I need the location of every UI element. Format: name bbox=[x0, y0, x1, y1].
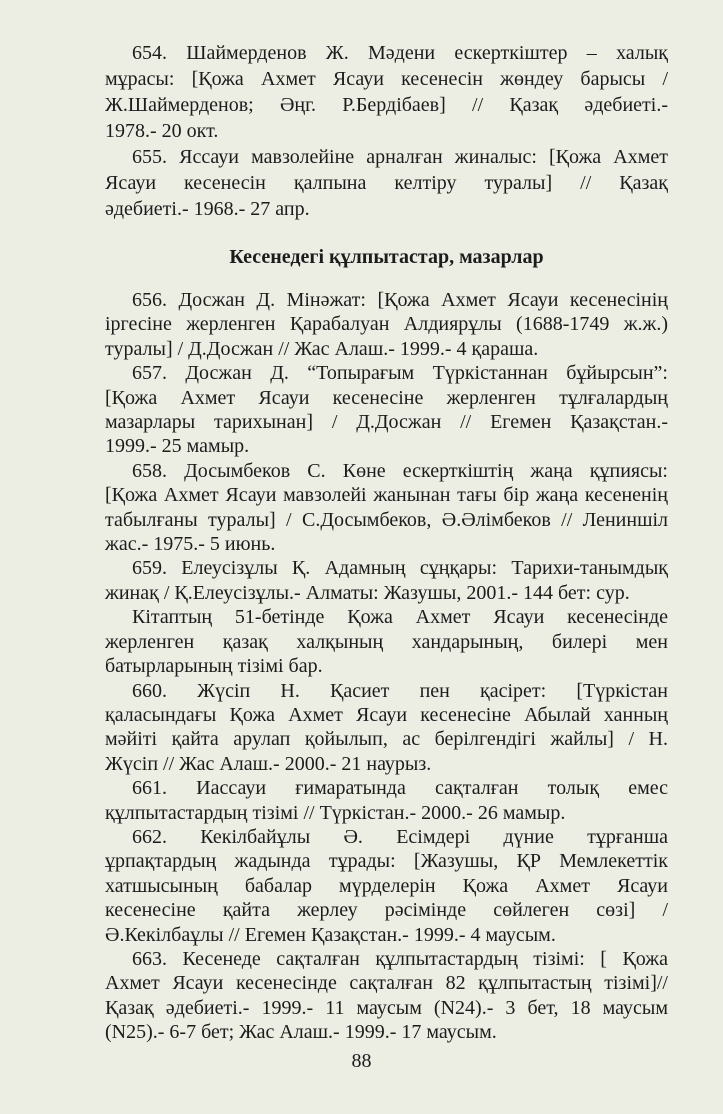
entry-line: Жүсіп // Жас Алаш.- 2000.- 21 наурыз. bbox=[105, 752, 432, 775]
entry-line: мұрасы: [Қожа Ахмет Ясауи кесенесін жөндеу барысы / bbox=[105, 68, 668, 90]
entry-line: Ә.Кекілбаұлы // Егемен Қазақстан.- 1999.- 4 маусым. bbox=[105, 923, 556, 946]
bibliography-entry bbox=[105, 40, 668, 144]
entry-line: 656. Досжан Д. Мінәжат: [Қожа Ахмет Ясауи кесенесінің bbox=[132, 289, 668, 311]
entry-line: мәйіті қайта арулап қойылып, ас берілгендігі жайлы] / Н. bbox=[105, 728, 668, 751]
bibliography-entry bbox=[105, 825, 668, 947]
bibliography-entry bbox=[105, 947, 668, 1045]
entry-line: [Қожа Ахмет Ясауи кесенесіне жерленген тұлғалардың bbox=[105, 386, 668, 409]
bibliography-entries bbox=[105, 288, 668, 1045]
entry-line: 1999.- 25 мамыр. bbox=[105, 435, 250, 458]
bibliography-entry bbox=[105, 605, 668, 678]
document-page bbox=[105, 40, 668, 1045]
bibliography-entry bbox=[105, 776, 668, 825]
entry-line: 657. Досжан Д. “Топырағым Түркістаннан бұйырсын”: bbox=[132, 362, 668, 385]
bibliography-entry bbox=[105, 556, 668, 605]
entry-line: 659. Елеусізұлы Қ. Адамның сұңқары: Тарихи-танымдық bbox=[132, 557, 668, 580]
page-number: 88 bbox=[351, 1050, 372, 1072]
top-entries bbox=[105, 40, 668, 222]
entry-line: кесенесіне қайта жерлеу рәсімінде сөйлеген сөзі] / bbox=[105, 899, 668, 922]
bibliography-entry bbox=[105, 144, 668, 222]
entry-line: Ясауи кесенесін қалпына келтіру туралы] // Қазақ bbox=[105, 172, 668, 194]
bibliography-entry bbox=[105, 459, 668, 557]
entry-line: 1978.- 20 окт. bbox=[105, 120, 219, 142]
entry-line: іргесіне жерленген Қарабалуан Алдиярұлы (1688-1749 ж.ж.) bbox=[105, 313, 668, 336]
section-heading: Кесенедегі құлпытастар, мазарлар bbox=[229, 246, 544, 268]
bibliography-entry bbox=[105, 679, 668, 777]
entry-line: жинақ / Қ.Елеусізұлы.- Алматы: Жазушы, 2001.- 144 бет: сур. bbox=[105, 581, 630, 604]
entry-line: құлпытастардың тізімі // Түркістан.- 2000.- 26 мамыр. bbox=[105, 801, 566, 824]
entry-line: әдебиеті.- 1968.- 27 апр. bbox=[105, 198, 310, 220]
entry-line: (N25).- 6-7 бет; Жас Алаш.- 1999.- 17 маусым. bbox=[105, 1021, 497, 1044]
entry-line: 654. Шаймерденов Ж. Мәдени ескерткіштер – халық bbox=[132, 42, 668, 64]
entry-line: 663. Кесенеде сақталған құлпытастардың тізімі: [ Қожа bbox=[132, 947, 668, 970]
entry-line: Ж.Шаймерденов; Әңг. Р.Бердібаев] // Қазақ әдебиеті.- bbox=[105, 94, 668, 116]
entry-line: Ахмет Ясауи кесенесінде сақталған 82 құлпытастың тізімі]// bbox=[105, 972, 668, 995]
entry-line: хатшысының бабалар мүрделерін Қожа Ахмет Ясауи bbox=[105, 874, 668, 897]
entry-line: батырларының тізімі бар. bbox=[105, 655, 323, 678]
entry-line: жерленген қазақ халқының хандарының, билері мен bbox=[105, 630, 668, 653]
entry-line: мазарлары тарихынан] / Д.Досжан // Егемен Қазақстан.- bbox=[105, 411, 668, 434]
entry-line: 655. Яссауи мавзолейіне арналған жиналыс: [Қожа Ахмет bbox=[132, 146, 668, 168]
entry-line: жас.- 1975.- 5 июнь. bbox=[105, 533, 276, 556]
entry-line: қаласындағы Қожа Ахмет Ясауи кесенесіне Абылай ханның bbox=[105, 703, 668, 726]
entry-line: 658. Досымбеков С. Көне ескерткіштің жаңа құпиясы: bbox=[132, 459, 668, 482]
entry-line: Кітаптың 51-бетінде Қожа Ахмет Ясауи кесенесінде bbox=[132, 606, 668, 629]
entry-line: туралы] / Д.Досжан // Жас Алаш.- 1999.- 4 қараша. bbox=[105, 337, 539, 360]
entry-line: табылғаны туралы] / С.Досымбеков, Ә.Әлімбеков // Лениншіл bbox=[105, 508, 668, 531]
bibliography-entry bbox=[105, 288, 668, 361]
entry-line: 661. Иассауи ғимаратында сақталған толық емес bbox=[132, 777, 668, 800]
entry-line: 660. Жүсіп Н. Қасиет пен қасірет: [Түркістан bbox=[132, 679, 668, 702]
entry-line: ұрпақтардың жадында тұрады: [Жазушы, ҚР Мемлекеттік bbox=[105, 850, 668, 873]
entry-line: [Қожа Ахмет Ясауи мавзолейі жанынан тағы бір жаңа кесененің bbox=[105, 484, 668, 507]
entry-line: Қазақ әдебиеті.- 1999.- 11 маусым (N24).- 3 бет, 18 маусым bbox=[105, 996, 668, 1019]
bibliography-entry bbox=[105, 361, 668, 459]
entry-line: 662. Кекілбайұлы Ә. Есімдері дүние тұрғанша bbox=[132, 825, 668, 848]
